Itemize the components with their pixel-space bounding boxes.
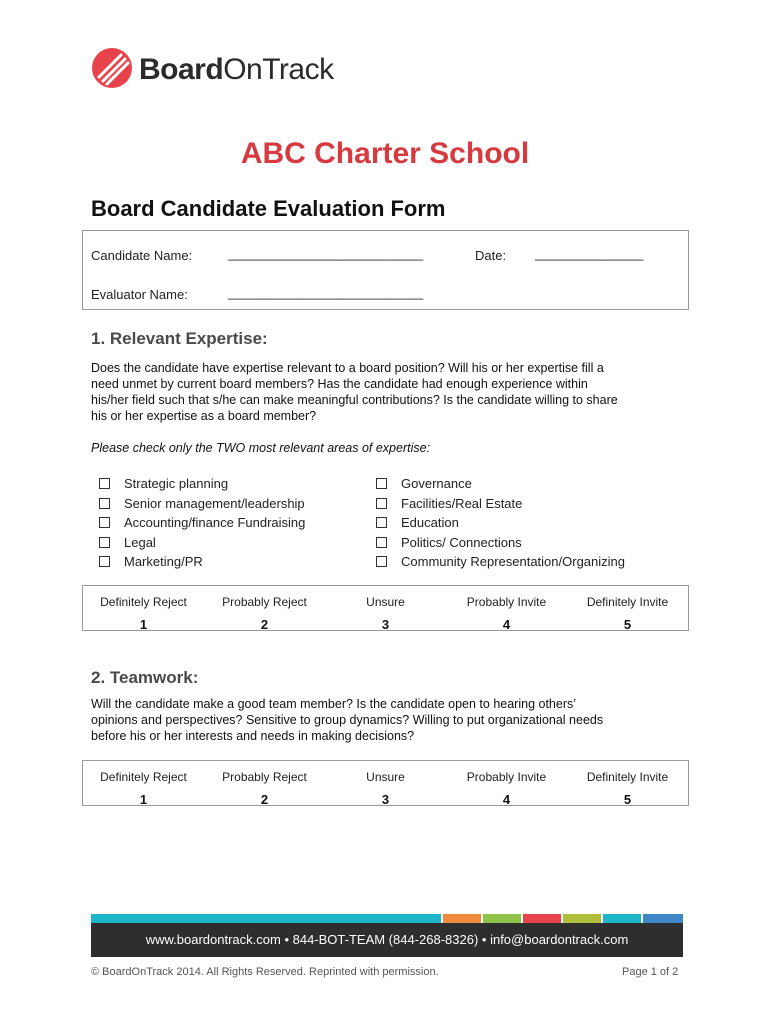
teamwork-description — [91, 696, 691, 744]
checkbox-item[interactable]: Facilities/Real Estate — [376, 494, 625, 514]
checkbox-icon[interactable] — [99, 517, 110, 528]
school-name: ABC Charter School — [240, 137, 530, 170]
section-heading-expertise: 1. Relevant Expertise: — [91, 329, 268, 348]
rating-option[interactable]: Unsure 3 — [366, 595, 405, 632]
footer-stripe — [91, 914, 441, 923]
footer-stripe — [523, 914, 561, 923]
expertise-instruction: Please check only the TWO most relevant areas of expertise: — [91, 441, 431, 455]
checkbox-item[interactable]: Politics/ Connections — [376, 533, 625, 553]
rating-option[interactable]: Probably Invite 4 — [466, 770, 547, 807]
form-title: Board Candidate Evaluation Form — [91, 196, 446, 221]
rating-option[interactable]: Probably Reject 2 — [222, 770, 307, 807]
description-line: before his or her interests and needs in making decisions? — [91, 729, 415, 743]
checkbox-item[interactable]: Governance — [376, 474, 625, 494]
candidate-name-label: Candidate Name: — [91, 248, 193, 263]
checkbox-icon[interactable] — [99, 556, 110, 567]
checkbox-icon[interactable] — [376, 478, 387, 489]
footer-stripe — [563, 914, 601, 923]
description-line: opinions and perspectives? Sensitive to group dynamics? Willing to put organizational needs — [91, 713, 604, 727]
checkbox-item[interactable]: Legal — [99, 533, 305, 553]
date-label: Date: — [475, 248, 507, 263]
description-line: Will the candidate make a good team member? Is the candidate open to hearing others’ — [91, 697, 577, 711]
rating-scale-teamwork — [82, 760, 689, 806]
evaluator-name-field[interactable]: ___________________________ — [228, 285, 424, 300]
checkbox-item[interactable]: Strategic planning — [99, 474, 305, 494]
checkbox-icon[interactable] — [376, 556, 387, 567]
description-line: Does the candidate have expertise relevant to a board position? Will his or her expertise fill a — [91, 361, 604, 375]
page-number: Page 1 of 2 — [622, 966, 679, 978]
rating-option[interactable]: Definitely Reject 1 — [100, 770, 187, 807]
checkbox-item[interactable]: Marketing/PR — [99, 552, 305, 572]
checkbox-icon[interactable] — [376, 517, 387, 528]
logo-wordmark: BoardOnTrack — [139, 53, 334, 86]
expertise-checklist-left — [99, 474, 305, 572]
rating-option[interactable]: Probably Reject 2 — [222, 595, 307, 632]
footer-stripe — [443, 914, 481, 923]
checkbox-icon[interactable] — [99, 537, 110, 548]
checkbox-icon[interactable] — [99, 498, 110, 509]
rating-option[interactable]: Definitely Reject 1 — [100, 595, 187, 632]
description-line: his/her field such that s/he can make meaningful contributions? Is the candidate willing to share — [91, 393, 618, 407]
candidate-name-field[interactable]: ___________________________ — [228, 246, 424, 261]
expertise-description — [91, 360, 691, 424]
footer-stripe — [643, 914, 683, 923]
rating-option[interactable]: Unsure 3 — [366, 770, 405, 807]
candidate-info-box — [82, 230, 689, 310]
checkbox-item[interactable]: Accounting/finance Fundraising — [99, 513, 305, 533]
checkbox-item[interactable]: Education — [376, 513, 625, 533]
date-field[interactable]: _______________ — [535, 246, 644, 261]
description-line: need unmet by current board members? Has the candidate had enough experience within — [91, 377, 588, 391]
rating-scale-expertise — [82, 585, 689, 631]
checkbox-item[interactable]: Community Representation/Organizing — [376, 552, 625, 572]
footer-stripe — [483, 914, 521, 923]
section-heading-teamwork: 2. Teamwork: — [91, 668, 199, 687]
checkbox-icon[interactable] — [376, 498, 387, 509]
rating-option[interactable]: Probably Invite 4 — [466, 595, 547, 632]
checkbox-icon[interactable] — [376, 537, 387, 548]
description-line: his or her expertise as a board member? — [91, 409, 317, 423]
expertise-checklist-right — [376, 474, 625, 572]
evaluator-name-label: Evaluator Name: — [91, 287, 188, 302]
checkbox-icon[interactable] — [99, 478, 110, 489]
copyright-text: © BoardOnTrack 2014. All Rights Reserved. Reprinted with permission. — [91, 966, 439, 978]
footer-stripe — [603, 914, 641, 923]
footer-banner — [91, 914, 683, 957]
footer-contact: www.boardontrack.com • 844-BOT-TEAM (844-268-8326) • info@boardontrack.com — [91, 923, 683, 957]
rating-option[interactable]: Definitely Invite 5 — [586, 595, 669, 632]
checkbox-item[interactable]: Senior management/leadership — [99, 494, 305, 514]
rating-option[interactable]: Definitely Invite 5 — [586, 770, 669, 807]
logo-mark-icon — [91, 47, 133, 89]
